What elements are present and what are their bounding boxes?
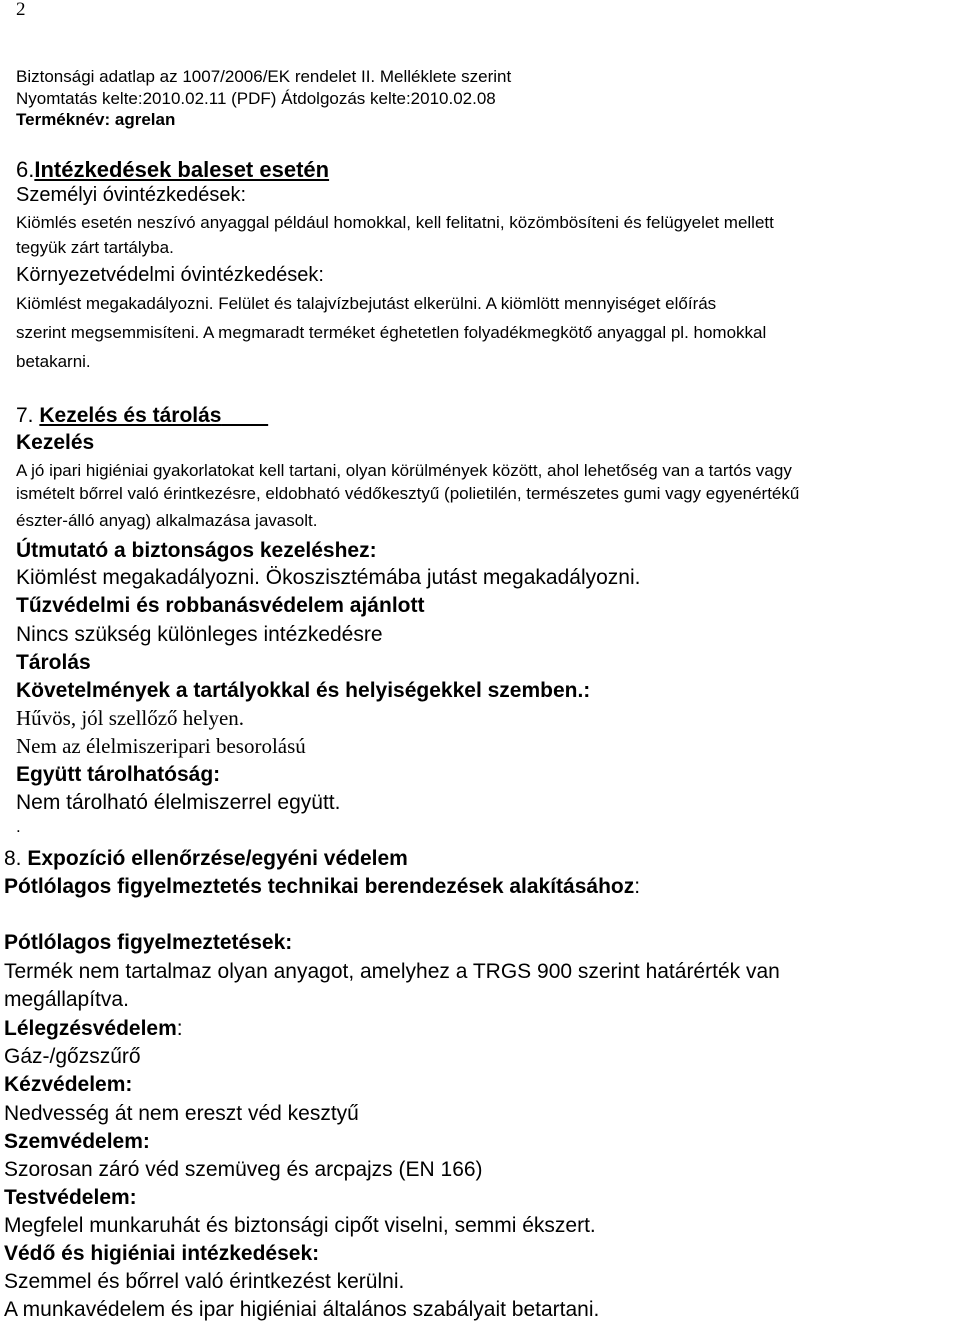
environmental-precautions-heading: Környezetvédelmi óvintézkedések: xyxy=(16,264,324,286)
container-requirements-heading: Követelmények a tartályokkal és helyiségekkel szemben.: xyxy=(16,679,591,702)
container-requirements-text-2: Nem az élelmiszeripari besorolású xyxy=(16,734,306,758)
personal-precautions-text-1: Kiömlés esetén neszívó anyaggal például homokkal, kell felitatni, közömbösíteni és felügyelet mellett xyxy=(16,213,774,232)
section-7-dot: . xyxy=(16,817,21,836)
joint-storage-heading: Együtt tárolhatóság: xyxy=(16,763,221,786)
body-protection-heading: Testvédelem: xyxy=(4,1186,137,1209)
storage-heading: Tárolás xyxy=(16,651,91,674)
container-requirements-text-1: Hűvös, jól szellőző helyen. xyxy=(16,706,245,730)
section-8-number: 8. xyxy=(4,847,22,870)
section-6-number: 6. xyxy=(16,157,35,182)
section-8-title xyxy=(4,848,408,869)
handling-text-1: A jó ipari higiéniai gyakorlatokat kell tartani, olyan körülmények között, ahol lehetőség van a tartós vagy xyxy=(16,461,792,480)
header-dates-line: Nyomtatás kelte:2010.02.11 (PDF) Átdolgozás kelte:2010.02.08 xyxy=(16,89,496,108)
hand-protection-heading: Kézvédelem: xyxy=(4,1073,133,1096)
respiratory-protection-text: Gáz-/gőzszűrő xyxy=(4,1045,141,1068)
section-7-number: 7. xyxy=(16,404,34,427)
respiratory-protection-heading-text: Lélegzésvédelem xyxy=(4,1017,177,1040)
fire-protection-text: Nincs szükség különleges intézkedésre xyxy=(16,623,383,646)
page-number: 2 xyxy=(16,0,26,20)
handling-heading: Kezelés xyxy=(16,431,95,454)
hygiene-measures-text-1: Szemmel és bőrrel való érintkezést kerülni. xyxy=(4,1270,405,1293)
additional-warnings-heading: Pótlólagos figyelmeztetések: xyxy=(4,931,293,954)
header-product-name: Terméknév: agrelan xyxy=(16,110,176,129)
safe-handling-text: Kiömlést megakadályozni. Ökoszisztémába jutást megakadályozni. xyxy=(16,566,641,589)
environmental-precautions-text-2: szerint megsemmisíteni. A megmaradt terméket éghetetlen folyadékmegkötő anyaggal pl. homokkal xyxy=(16,323,767,342)
section-7-title xyxy=(16,405,268,426)
header-regulation-line: Biztonsági adatlap az 1007/2006/EK rendelet II. Melléklete szerint xyxy=(16,67,512,86)
respiratory-protection-heading xyxy=(4,1018,183,1039)
section-6-title-text: Intézkedések baleset esetén xyxy=(34,157,330,182)
hygiene-measures-text-2: A munkavédelem és ipar higiéniai általános szabályait betartani. xyxy=(4,1298,600,1321)
body-protection-text: Megfelel munkaruhát és biztonsági cipőt viselni, semmi ékszert. xyxy=(4,1214,596,1237)
fire-protection-heading: Tűzvédelmi és robbanásvédelem ajánlott xyxy=(16,594,425,617)
section-8-title-text: Expozíció ellenőrzése/egyéni védelem xyxy=(27,847,408,870)
handling-text-2: ismételt bőrrel való érintkezésre, eldobható védőkesztyű (polietilén, természetes gumi vagy egyenértékű xyxy=(16,484,800,503)
additional-warnings-text-1: Termék nem tartalmaz olyan anyagot, amelyhez a TRGS 900 szerint határérték van xyxy=(4,960,780,983)
technical-measures-colon: : xyxy=(634,875,641,898)
joint-storage-text: Nem tárolható élelmiszerrel együtt. xyxy=(16,791,341,814)
additional-warnings-text-2: megállapítva. xyxy=(4,988,129,1011)
eye-protection-heading: Szemvédelem: xyxy=(4,1130,150,1153)
environmental-precautions-text-1: Kiömlést megakadályozni. Felület és talajvízbejutást elkerülni. A kiömlött mennyiséget előírás xyxy=(16,294,717,313)
technical-measures-heading xyxy=(4,876,640,897)
section-6-title xyxy=(16,159,329,181)
section-7-title-text: Kezelés és tárolás xyxy=(39,404,222,427)
respiratory-protection-colon: : xyxy=(176,1017,183,1040)
technical-measures-heading-text: Pótlólagos figyelmeztetés technikai berendezések alakításához xyxy=(4,875,635,898)
environmental-precautions-text-3: betakarni. xyxy=(16,352,91,371)
hygiene-measures-heading: Védő és higiéniai intézkedések: xyxy=(4,1242,320,1265)
personal-precautions-heading: Személyi óvintézkedések: xyxy=(16,184,247,206)
hand-protection-text: Nedvesség át nem ereszt véd kesztyű xyxy=(4,1102,359,1125)
safe-handling-heading: Útmutató a biztonságos kezeléshez: xyxy=(16,539,377,562)
handling-text-3: észter-álló anyag) alkalmazása javasolt. xyxy=(16,511,318,530)
eye-protection-text: Szorosan záró véd szemüveg és arcpajzs (EN 166) xyxy=(4,1158,483,1181)
personal-precautions-text-2: tegyük zárt tartályba. xyxy=(16,238,174,257)
